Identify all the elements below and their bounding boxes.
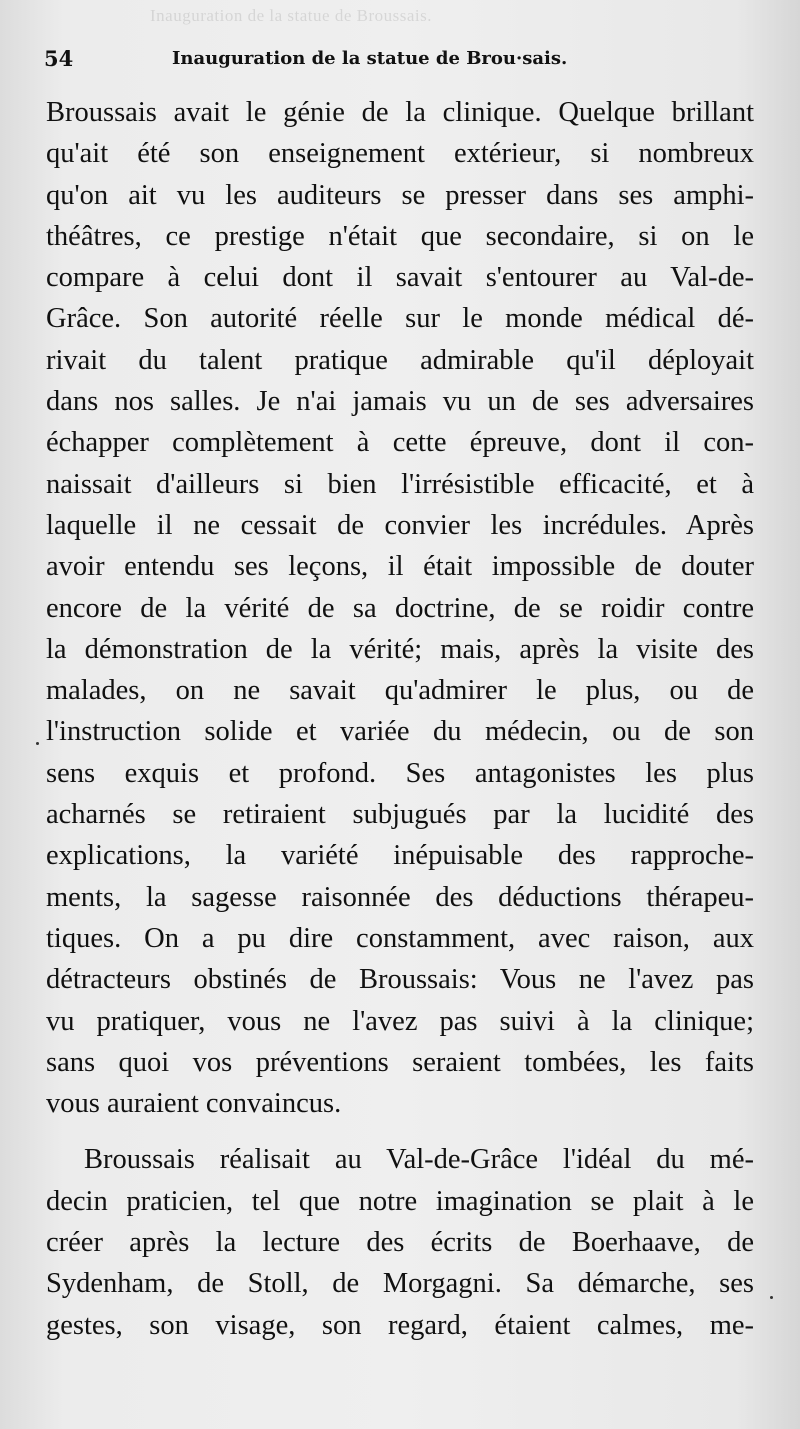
text-line: ments, la sagesse raisonnée des déductions thérapeu-: [46, 881, 754, 913]
text-line: sens exquis et profond. Ses antagonistes les plus: [46, 757, 754, 789]
text-line: détracteurs obstinés de Broussais: Vous ne l'avez pas: [46, 964, 754, 996]
paragraph-2: [46, 1139, 754, 1345]
text-line: laquelle il ne cessait de convier les incrédules. Après: [46, 509, 754, 541]
page-number: 54: [44, 46, 74, 71]
text-line: encore de la vérité de sa doctrine, de se roidir contre: [46, 592, 754, 624]
text-line: Broussais réalisait au Val-de-Grâce l'idéal du mé-: [84, 1144, 754, 1176]
text-line: Sydenham, de Stoll, de Morgagni. Sa démarche, ses: [46, 1268, 754, 1300]
ink-speck: [770, 1296, 773, 1299]
running-title: Inauguration de la statue de Brou·sais.: [172, 48, 568, 69]
text-line: vu pratiquer, vous ne l'avez pas suivi à la clinique;: [46, 1005, 754, 1037]
text-line: créer après la lecture des écrits de Boerhaave, de: [46, 1227, 754, 1259]
text-line: decin praticien, tel que notre imagination se plait à le: [46, 1185, 754, 1217]
text-line: naissait d'ailleurs si bien l'irrésistible efficacité, et à: [46, 468, 754, 500]
text-line: explications, la variété inépuisable des rapproche-: [46, 840, 754, 872]
text-line: malades, on ne savait qu'admirer le plus, ou de: [46, 675, 754, 707]
text-line: la démonstration de la vérité; mais, après la visite des: [46, 633, 754, 665]
body-text: [46, 92, 754, 1346]
text-line: Grâce. Son autorité réelle sur le monde médical dé-: [46, 303, 754, 335]
text-line: théâtres, ce prestige n'était que secondaire, si on le: [46, 220, 754, 252]
text-line: tiques. On a pu dire constamment, avec raison, aux: [46, 922, 754, 954]
text-line: compare à celui dont il savait s'entourer au Val-de-: [46, 262, 754, 294]
text-line: dans nos salles. Je n'ai jamais vu un de ses adversaires: [46, 386, 754, 418]
bleed-through-title: Inauguration de la statue de Broussais.: [150, 6, 432, 25]
ink-speck: [36, 742, 39, 745]
text-line: vous auraient convaincus.: [46, 1088, 342, 1120]
running-header: [44, 46, 760, 76]
text-line: qu'ait été son enseignement extérieur, si nombreux: [46, 138, 754, 170]
text-line: rivait du talent pratique admirable qu'il déployait: [46, 344, 754, 376]
text-line: sans quoi vos préventions seraient tombées, les faits: [46, 1046, 754, 1078]
text-line: acharnés se retiraient subjugués par la lucidité des: [46, 799, 754, 831]
text-line: gestes, son visage, son regard, étaient calmes, me-: [46, 1309, 754, 1341]
text-line: Broussais avait le génie de la clinique. Quelque brillant: [46, 97, 754, 128]
text-line: échapper complètement à cette épreuve, dont il con-: [46, 427, 754, 459]
paragraph-gap: [46, 1124, 754, 1139]
text-line: avoir entendu ses leçons, il était impossible de douter: [46, 551, 754, 583]
text-line: qu'on ait vu les auditeurs se presser dans ses amphi-: [46, 179, 754, 211]
text-line: l'instruction solide et variée du médecin, ou de son: [46, 716, 754, 748]
paragraph-1: [46, 92, 754, 1124]
